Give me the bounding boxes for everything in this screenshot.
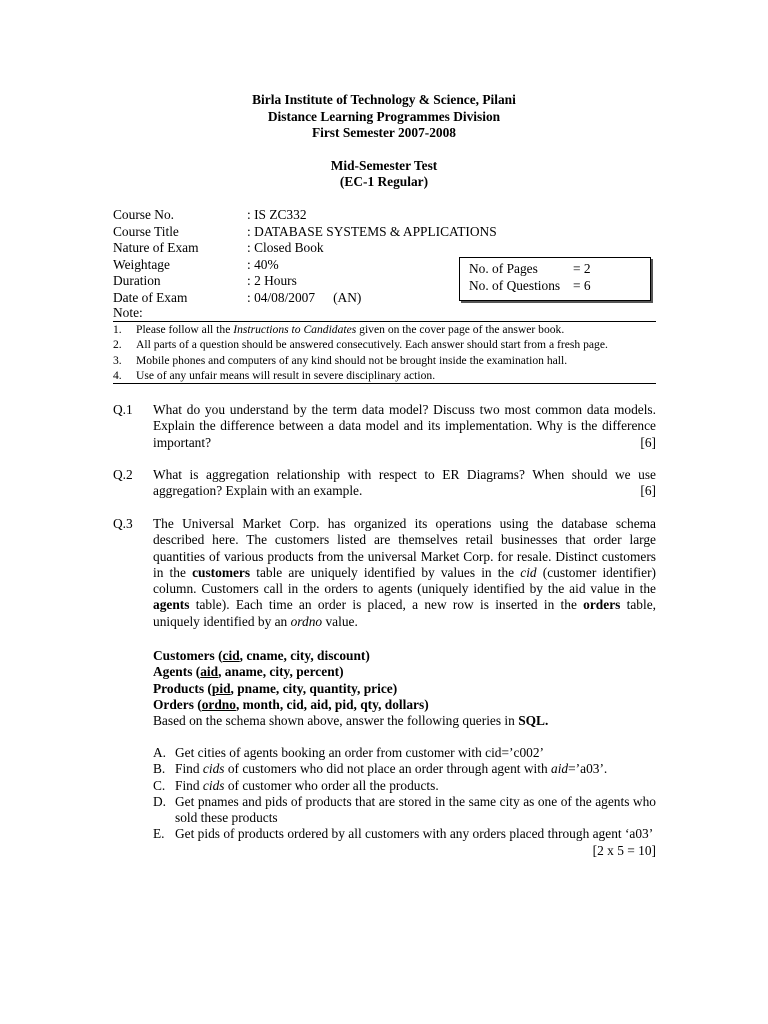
question-text: What do you understand by the term data model? Discuss two most common data models. Explain the difference between a data model and its implementation. Why is the difference important? bbox=[153, 402, 656, 450]
notes-bottom-rule bbox=[113, 383, 656, 384]
exam-date: : 04/08/2007 bbox=[247, 289, 316, 305]
question-marks: [6] bbox=[640, 434, 656, 450]
schema-agents: Agents (aid, aname, city, percent) bbox=[153, 664, 344, 680]
note-label: Note: bbox=[113, 305, 143, 320]
course-details bbox=[113, 207, 497, 306]
test-variant: (EC-1 Regular) bbox=[339, 174, 429, 189]
course-title: : DATABASE SYSTEMS & APPLICATIONS bbox=[247, 223, 497, 239]
date-label: Date of Exam bbox=[113, 289, 188, 305]
nature-of-exam: : Closed Book bbox=[247, 240, 324, 255]
institute-name: Birla Institute of Technology & Science, Pilani bbox=[252, 92, 516, 107]
semester: First Semester 2007-2008 bbox=[311, 125, 457, 140]
questions-label: No. of Questions bbox=[469, 278, 561, 293]
question-number: Q.2 bbox=[113, 467, 133, 482]
query-item: B. Find cids of customers who did not place an order through agent with aid=’a03’. bbox=[153, 761, 608, 777]
weightage: : 40% bbox=[247, 256, 279, 272]
test-title: Mid-Semester Test bbox=[330, 157, 438, 173]
query-item: D. Get pnames and pids of products that are stored in the same city as one of the agents who sold these products bbox=[153, 793, 656, 826]
query-item: E. Get pids of products ordered by all customers with any orders placed through agent ‘a03’ bbox=[153, 826, 654, 842]
question-text: What is aggregation relationship with respect to ER Diagrams? When should we use aggregation? Explain with an example. bbox=[153, 467, 656, 499]
db-schema bbox=[153, 648, 548, 729]
schema-instruction: Based on the schema shown above, answer the following queries in SQL. bbox=[153, 713, 549, 729]
question-1 bbox=[113, 402, 656, 451]
pages-value: = 2 bbox=[573, 261, 591, 276]
query-list bbox=[153, 745, 656, 859]
question-number: Q.1 bbox=[113, 402, 133, 417]
query-item: C. Find cids of customer who order all the products. bbox=[153, 777, 439, 793]
course-no: : IS ZC332 bbox=[247, 207, 307, 222]
question-2 bbox=[113, 467, 656, 500]
pages-label: No. of Pages bbox=[469, 261, 538, 276]
query-item: A. Get cities of agents booking an order from customer with cid=’c002’ bbox=[153, 745, 544, 760]
note-item: 4. Use of any unfair means will result in severe disciplinary action. bbox=[113, 368, 436, 382]
schema-customers: Customers (cid, cname, city, discount) bbox=[153, 648, 370, 663]
schema-orders: Orders (ordno, month, cid, aid, pid, qty, dollars) bbox=[153, 696, 429, 712]
exam-session: (AN) bbox=[333, 289, 362, 305]
note-item: 2. All parts of a question should be answered consecutively. Each answer should start from a fresh page. bbox=[113, 338, 608, 352]
question-3 bbox=[113, 516, 656, 630]
note-item: 1. Please follow all the Instructions to Candidates given on the cover page of the answer book. bbox=[113, 323, 565, 336]
duration: : 2 Hours bbox=[247, 273, 297, 288]
notes-list bbox=[113, 322, 658, 383]
nature-label: Nature of Exam bbox=[113, 240, 199, 255]
course-title-label: Course Title bbox=[113, 223, 179, 239]
division-name: Distance Learning Programmes Division bbox=[267, 108, 501, 124]
query-marks: [2 x 5 = 10] bbox=[592, 842, 656, 858]
questions-value: = 6 bbox=[573, 278, 591, 293]
weightage-label: Weightage bbox=[113, 256, 170, 272]
duration-label: Duration bbox=[113, 273, 161, 288]
course-no-label: Course No. bbox=[113, 207, 174, 222]
question-marks: [6] bbox=[640, 483, 656, 499]
note-item: 3. Mobile phones and computers of any kind should not be brought inside the examination hall. bbox=[113, 353, 568, 367]
exam-header bbox=[0, 92, 768, 191]
page-count-box bbox=[459, 257, 651, 301]
schema-products: Products (pid, pname, city, quantity, price) bbox=[153, 680, 398, 696]
question-number: Q.3 bbox=[113, 516, 133, 531]
question-text: The Universal Market Corp. has organized its operations using the database schema described here. The customers listed are themselves retail businesses that order large quantities of various products from the universal Market Corp. for resale. Distinct customers in the customers table are uniquely identified by values in the cid (customer identifier) column. Customers call in the orders to agents (uniquely identified by the aid value in the agents table). Each time an order is placed, a new row is inserted in the orders table, uniquely identified by an ordno value. bbox=[153, 516, 656, 629]
